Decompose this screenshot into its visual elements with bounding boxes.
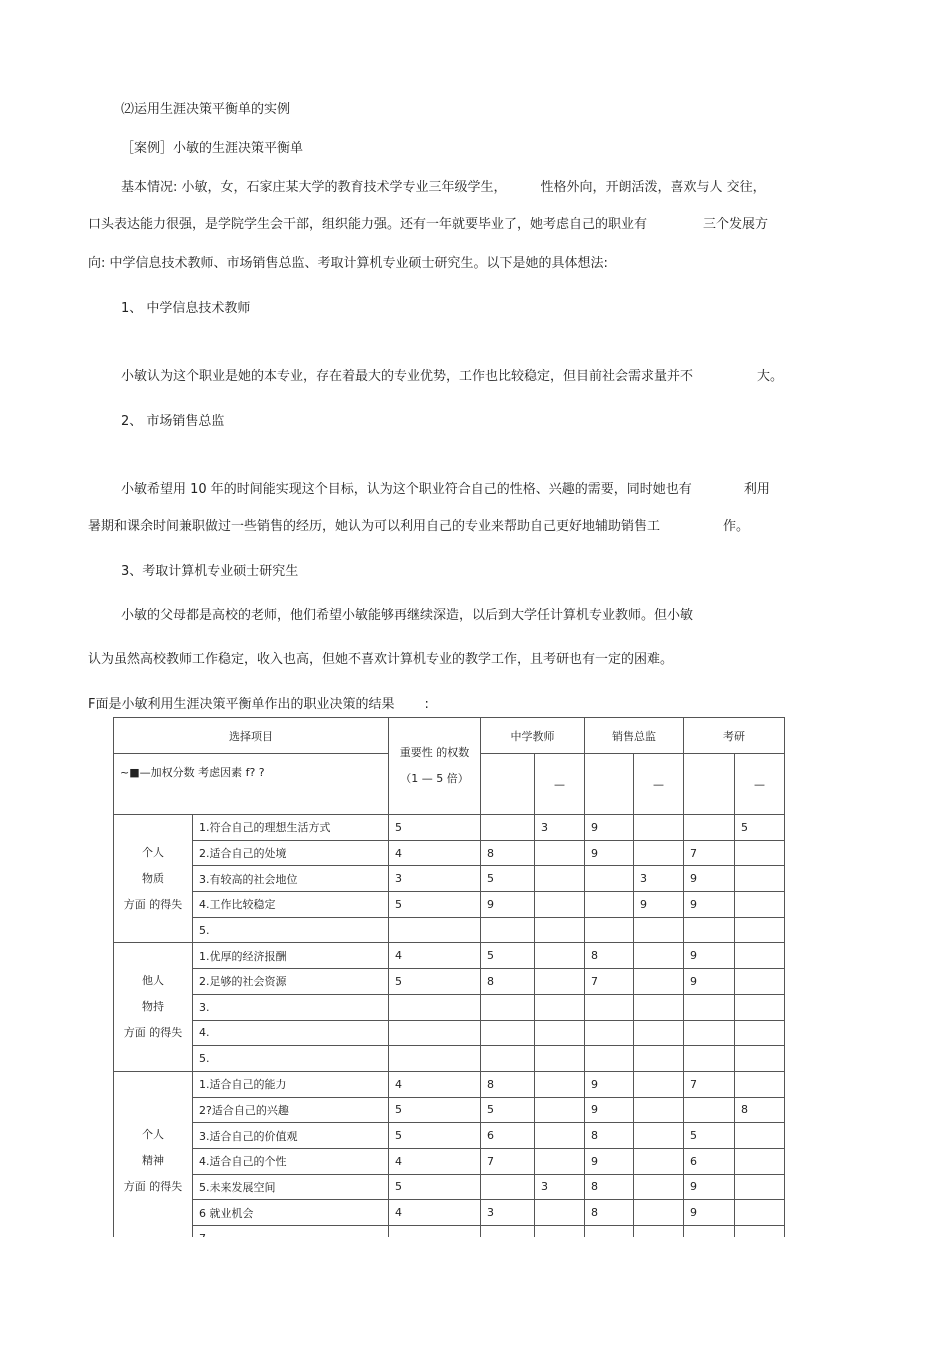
table-row <box>114 1174 785 1200</box>
score-cell <box>735 1148 785 1174</box>
factor-cell: 3. <box>193 994 389 1020</box>
option-2-line-2 <box>88 519 749 535</box>
case-title: ［案例］小敏的生涯决策平衡单 <box>121 141 304 156</box>
weight-cell: 4 <box>389 1071 481 1097</box>
group-label-line: 个人 <box>142 1128 164 1142</box>
table-row <box>114 1200 785 1226</box>
score-cell <box>634 1174 684 1200</box>
factor-cell: 6 就业机会 <box>193 1200 389 1226</box>
intro-line-1-b: 性格外向，开朗活泼，喜欢与人 交往， <box>540 180 766 195</box>
option-3-line-2: 认为虽然高校教师工作稳定，收入也高，但她不喜欢计算机专业的教学工作，且考研也有一定的困难。 <box>88 652 674 667</box>
table-row <box>114 1046 785 1072</box>
score-cell <box>735 866 785 892</box>
factor-cell: 5. <box>193 1046 389 1072</box>
score-cell <box>585 994 634 1020</box>
sales-plus-cell <box>585 754 634 815</box>
section-heading: ⑵运用生涯决策平衡单的实例 <box>121 102 291 117</box>
group-label-line: 方面 的得失 <box>123 1180 183 1194</box>
dash-mark: — <box>754 777 765 791</box>
score-cell <box>535 1071 585 1097</box>
score-cell <box>481 1046 535 1072</box>
weight-cell: 4 <box>389 1148 481 1174</box>
teacher-plus-cell <box>481 754 535 815</box>
table-row <box>114 1097 785 1123</box>
score-cell <box>535 892 585 918</box>
table-row <box>114 815 785 841</box>
weight-cell <box>389 994 481 1020</box>
score-cell: 3 <box>481 1200 535 1226</box>
score-cell: 5 <box>481 866 535 892</box>
table-row <box>114 994 785 1020</box>
score-cell <box>634 1148 684 1174</box>
option-header-postgrad: 考研 <box>684 718 785 754</box>
option-2-line-1 <box>121 482 770 498</box>
page-cutoff <box>0 1237 950 1345</box>
score-cell <box>634 1071 684 1097</box>
score-cell <box>634 917 684 943</box>
option-2-line-2-b: 作。 <box>723 519 750 534</box>
score-cell: 9 <box>684 969 735 995</box>
group-label-line: 精神 <box>142 1154 164 1168</box>
factor-cell: 2.适合自己的处境 <box>193 840 389 866</box>
score-cell: 8 <box>585 1200 634 1226</box>
option-1-text-b: 大。 <box>757 369 784 384</box>
score-cell <box>735 1174 785 1200</box>
result-intro-text: F面是小敏利用生涯决策平衡单作出的职业决策的结果 <box>88 697 395 712</box>
score-cell <box>535 1097 585 1123</box>
option-2-line-1-b: 利用 <box>743 482 770 497</box>
group-label <box>114 815 193 943</box>
score-cell <box>535 943 585 969</box>
dash-mark: — <box>653 777 664 791</box>
table-row <box>114 1148 785 1174</box>
option-2-line-1-a: 小敏希望用 10 年的时间能实现这个目标，认为这个职业符合自己的性格、兴趣的需要，同时她也有 <box>121 482 692 497</box>
score-cell: 9 <box>684 892 735 918</box>
factor-cell: 4.工作比较稳定 <box>193 892 389 918</box>
score-cell <box>535 866 585 892</box>
option-3-line-1: 小敏的父母都是高校的老师，他们希望小敏能够再继续深造，以后到大学任计算机专业教师。但小敏 <box>121 608 694 623</box>
score-cell <box>481 1174 535 1200</box>
score-cell <box>735 969 785 995</box>
score-cell: 5 <box>735 815 785 841</box>
option-header-teacher: 中学教师 <box>481 718 585 754</box>
weight-cell: 5 <box>389 1123 481 1149</box>
factor-cell: 2?适合自己的兴趣 <box>193 1097 389 1123</box>
dash-mark: — <box>554 777 565 791</box>
score-cell: 6 <box>684 1148 735 1174</box>
score-cell <box>535 1046 585 1072</box>
group-label <box>114 1071 193 1251</box>
select-item-header: 选择项目 <box>114 718 389 754</box>
score-cell <box>735 1046 785 1072</box>
sales-minus-cell <box>634 754 684 815</box>
factor-cell: 1.适合自己的能力 <box>193 1071 389 1097</box>
score-cell <box>585 917 634 943</box>
score-cell <box>735 1200 785 1226</box>
score-cell: 8 <box>481 1071 535 1097</box>
option-1-text <box>121 369 783 385</box>
score-cell <box>535 917 585 943</box>
score-cell <box>585 866 634 892</box>
score-cell: 8 <box>735 1097 785 1123</box>
group-label-line: 物持 <box>142 1000 164 1014</box>
result-intro-colon: : <box>424 697 429 712</box>
score-cell: 6 <box>481 1123 535 1149</box>
score-cell <box>481 815 535 841</box>
option-3-heading: 3、考取计算机专业硕士研究生 <box>121 564 299 579</box>
score-cell <box>735 1123 785 1149</box>
group-label-line: 个人 <box>142 845 164 859</box>
table-row <box>114 892 785 918</box>
weight-cell: 4 <box>389 943 481 969</box>
weight-header-line-2: （1 — 5 倍） <box>400 772 469 785</box>
teacher-minus-cell <box>535 754 585 815</box>
intro-line-2-b: 三个发展方 <box>703 217 769 232</box>
score-cell <box>634 1123 684 1149</box>
option-header-sales: 销售总监 <box>585 718 684 754</box>
factor-cell: 4. <box>193 1020 389 1046</box>
table-row <box>114 840 785 866</box>
score-cell <box>634 1200 684 1226</box>
score-cell <box>634 1097 684 1123</box>
score-cell: 9 <box>684 1200 735 1226</box>
weight-cell <box>389 917 481 943</box>
score-cell: 7 <box>481 1148 535 1174</box>
score-cell <box>634 815 684 841</box>
table-row <box>114 943 785 969</box>
score-cell: 7 <box>684 1071 735 1097</box>
factor-cell: 1.优厚的经济报酬 <box>193 943 389 969</box>
score-cell: 3 <box>634 866 684 892</box>
intro-line-2 <box>88 217 768 233</box>
score-cell <box>735 943 785 969</box>
score-cell: 5 <box>481 943 535 969</box>
weight-header-line-1: 重要性 的权数 <box>399 746 470 759</box>
score-cell <box>481 1020 535 1046</box>
score-cell <box>735 892 785 918</box>
score-cell <box>634 1046 684 1072</box>
weight-cell: 5 <box>389 1174 481 1200</box>
weight-cell: 5 <box>389 969 481 995</box>
weight-cell: 3 <box>389 866 481 892</box>
score-cell <box>735 840 785 866</box>
table-row <box>114 969 785 995</box>
score-cell <box>535 1200 585 1226</box>
postgrad-plus-cell <box>684 754 735 815</box>
option-2-line-2-a: 暑期和课余时间兼职做过一些销售的经历，她认为可以利用自己的专业来帮助自己更好地辅助销售工 <box>88 519 661 534</box>
weight-cell: 5 <box>389 892 481 918</box>
table-row <box>114 1123 785 1149</box>
group-label-line: 他人 <box>142 974 164 988</box>
score-cell: 9 <box>585 1071 634 1097</box>
score-cell <box>585 1020 634 1046</box>
factor-cell: 3.适合自己的价值观 <box>193 1123 389 1149</box>
score-cell <box>634 1020 684 1046</box>
score-cell: 9 <box>585 1097 634 1123</box>
factor-cell: 4.适合自己的个性 <box>193 1148 389 1174</box>
weight-cell <box>389 1046 481 1072</box>
score-cell <box>684 917 735 943</box>
postgrad-minus-cell <box>735 754 785 815</box>
factor-cell: 1.符合自己的理想生活方式 <box>193 815 389 841</box>
option-1-heading: 1、 中学信息技术教师 <box>121 301 251 316</box>
factor-cell: 3.有较高的社会地位 <box>193 866 389 892</box>
group-label <box>114 943 193 1071</box>
score-cell <box>684 994 735 1020</box>
score-cell: 7 <box>585 969 634 995</box>
intro-line-3: 向: 中学信息技术教师、市场销售总监、考取计算机专业硕士研究生。以下是她的具体想法: <box>88 256 608 271</box>
group-label-line: 方面 的得失 <box>123 897 183 911</box>
intro-line-1-a: 基本情况: 小敏，女，石家庄某大学的教育技术学专业三年级学生， <box>121 180 507 195</box>
table-body <box>114 815 785 1252</box>
score-cell <box>535 994 585 1020</box>
score-cell <box>585 1046 634 1072</box>
score-cell <box>634 969 684 995</box>
score-cell <box>735 1071 785 1097</box>
score-cell: 7 <box>684 840 735 866</box>
table-row <box>114 1071 785 1097</box>
score-cell: 3 <box>535 815 585 841</box>
weighted-score-header: ~■—加权分数 考虑因素 f? ? <box>114 754 389 815</box>
factor-cell: 5.未来发展空间 <box>193 1174 389 1200</box>
score-cell <box>481 917 535 943</box>
score-cell: 8 <box>585 1123 634 1149</box>
score-cell: 8 <box>585 1174 634 1200</box>
score-cell <box>684 815 735 841</box>
weight-header <box>389 718 481 815</box>
score-cell: 9 <box>585 815 634 841</box>
intro-line-1 <box>121 180 766 196</box>
score-cell: 9 <box>684 943 735 969</box>
table-row <box>114 1020 785 1046</box>
score-cell <box>535 969 585 995</box>
weight-cell <box>389 1020 481 1046</box>
score-cell <box>735 994 785 1020</box>
score-cell <box>735 1020 785 1046</box>
weight-cell: 5 <box>389 1097 481 1123</box>
table-row <box>114 866 785 892</box>
score-cell: 9 <box>634 892 684 918</box>
group-label-line: 物质 <box>142 871 164 885</box>
factor-cell: 5. <box>193 917 389 943</box>
option-2-heading: 2、 市场销售总监 <box>121 414 225 429</box>
score-cell <box>684 1097 735 1123</box>
score-cell: 5 <box>684 1123 735 1149</box>
score-cell <box>535 1123 585 1149</box>
score-cell <box>684 1046 735 1072</box>
result-intro <box>88 697 429 713</box>
score-cell: 5 <box>481 1097 535 1123</box>
weight-cell: 4 <box>389 840 481 866</box>
score-cell <box>535 840 585 866</box>
score-cell: 8 <box>481 969 535 995</box>
score-cell: 9 <box>684 866 735 892</box>
score-cell: 9 <box>585 1148 634 1174</box>
intro-line-2-a: 口头表达能力很强，是学院学生会干部，组织能力强。还有一年就要毕业了，她考虑自己的职业有 <box>88 217 648 232</box>
decision-balance-table <box>113 717 785 1252</box>
score-cell: 8 <box>481 840 535 866</box>
factor-cell: 2.足够的社会资源 <box>193 969 389 995</box>
score-cell <box>634 994 684 1020</box>
score-cell <box>634 840 684 866</box>
weight-cell: 4 <box>389 1200 481 1226</box>
score-cell: 9 <box>684 1174 735 1200</box>
option-1-text-a: 小敏认为这个职业是她的本专业，存在着最大的专业优势，工作也比较稳定，但目前社会需求量并不 <box>121 369 694 384</box>
score-cell <box>735 917 785 943</box>
score-cell <box>634 943 684 969</box>
score-cell <box>684 1020 735 1046</box>
table-row <box>114 917 785 943</box>
score-cell: 9 <box>585 840 634 866</box>
group-label-line: 方面 的得失 <box>123 1026 183 1040</box>
score-cell: 8 <box>585 943 634 969</box>
score-cell <box>535 1020 585 1046</box>
weight-cell: 5 <box>389 815 481 841</box>
score-cell: 9 <box>481 892 535 918</box>
score-cell <box>585 892 634 918</box>
score-cell <box>535 1148 585 1174</box>
score-cell: 3 <box>535 1174 585 1200</box>
score-cell <box>481 994 535 1020</box>
